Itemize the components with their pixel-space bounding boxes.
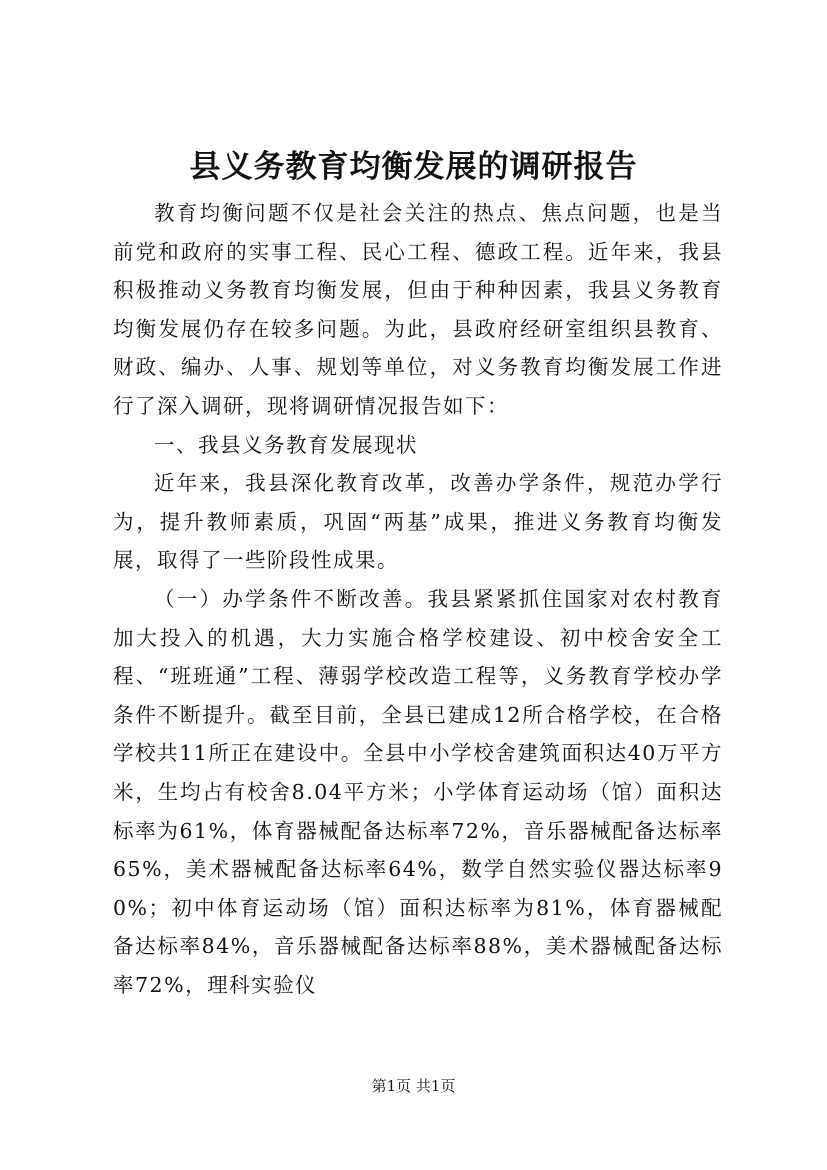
section-summary-paragraph: 近年来，我县深化教育改革，改善办学条件，规范办学行为，提升教师素质，巩固“两基”成果，推进义务教育均衡发展，取得了一些阶段性成果。 bbox=[113, 471, 723, 573]
page-title: 县义务教育均衡发展的调研报告 bbox=[189, 149, 638, 185]
page-footer: 第1页 共1页 bbox=[371, 1077, 456, 1095]
section-heading: 一、我县义务教育发展现状 bbox=[154, 432, 418, 457]
intro-paragraph: 教育均衡问题不仅是社会关注的热点、焦点问题，也是当前党和政府的实事工程、民心工程、德政工程。近年来，我县积极推动义务教育均衡发展，但由于种种因素，我县义务教育均衡发展仍存在较多问题。为此，县政府经研室组织县教育、财政、编办、人事、规划等单位，对义务教育均衡发展工作进行了深入调研，现将调研情况报告如下： bbox=[113, 201, 723, 418]
document-body bbox=[113, 194, 723, 1004]
subsection-paragraph: （一）办学条件不断改善。我县紧紧抓住国家对农村教育加大投入的机遇，大力实施合格学校建设、初中校舍安全工程、“班班通”工程、薄弱学校改造工程等，义务教育学校办学条件不断提升。截至目前，全县已建成12所合格学校，在合格学校共11所正在建设中。全县中小学校舍建筑面积达40万平方米，生均占有校舍8.04平方米；小学体育运动场（馆）面积达标率为61%，体育器械配备达标率72%，音乐器械配备达标率65%，美术器械配备达标率64%，数学自然实验仪器达标率90%；初中体育运动场（馆）面积达标率为81%，体育器械配备达标率84%，音乐器械配备达标率88%，美术器械配备达标率72%，理科实验仪 bbox=[113, 586, 723, 997]
